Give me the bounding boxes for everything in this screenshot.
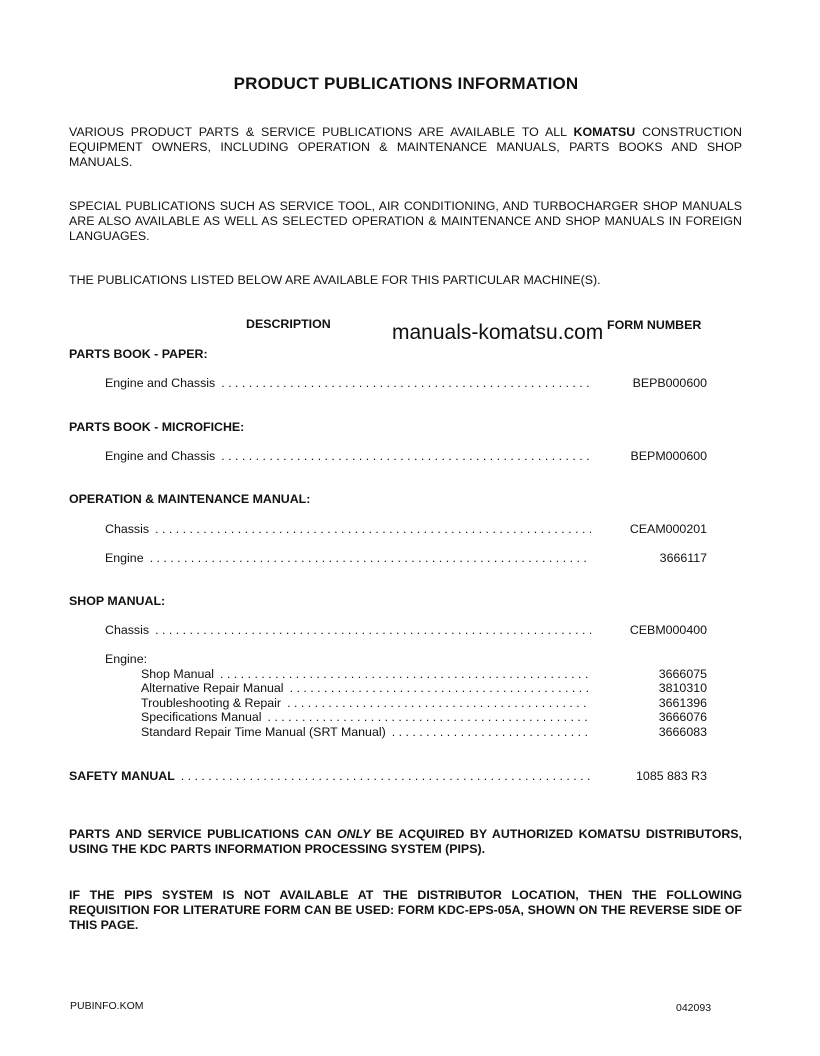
item-label: Troubleshooting & Repair [141, 696, 282, 710]
item-label: Engine and Chassis [105, 449, 216, 463]
form-number: 1085 883 R3 [636, 769, 707, 783]
list-item [141, 725, 707, 739]
form-number-header: FORM NUMBER [607, 318, 702, 332]
item-label: Alternative Repair Manual [141, 681, 284, 695]
leader-dots [155, 522, 591, 536]
leader-dots [392, 725, 591, 739]
intro-text-b: CONSTRUCTION EQUIPMENT OWNERS, INCLUDING OPERATION & MAINTENANCE MANUALS, PARTS BOOKS AND SHOP MANUALS. [69, 125, 742, 169]
item-label: Specifications Manual [141, 710, 262, 724]
intro-paragraph-1 [69, 125, 742, 170]
note-text-b: BE ACQUIRED BY AUTHORIZED KOMATSU DISTRIBUTORS, USING THE KDC PARTS INFORMATION PROCESSING SYSTEM (PIPS). [69, 827, 742, 856]
intro-paragraph-3: THE PUBLICATIONS LISTED BELOW ARE AVAILABLE FOR THIS PARTICULAR MACHINE(S). [69, 273, 601, 287]
list-item [141, 696, 707, 710]
description-header: DESCRIPTION [246, 317, 331, 331]
list-item [141, 710, 707, 724]
engine-subheading: Engine: [105, 652, 148, 666]
form-number: CEBM000400 [629, 623, 707, 637]
form-number: 3666076 [658, 710, 707, 724]
item-label: Engine and Chassis [105, 376, 216, 390]
section-parts-book-paper: PARTS BOOK - PAPER: [69, 347, 208, 361]
leader-dots [181, 769, 591, 783]
item-label: Standard Repair Time Manual (SRT Manual) [141, 725, 386, 739]
section-parts-book-microfiche: PARTS BOOK - MICROFICHE: [69, 420, 245, 434]
list-item [141, 667, 707, 681]
item-label: SAFETY MANUAL [69, 769, 175, 783]
list-item [105, 623, 707, 637]
leader-dots [220, 667, 591, 681]
note-paragraph-2: IF THE PIPS SYSTEM IS NOT AVAILABLE AT THE DISTRIBUTOR LOCATION, THEN THE FOLLOWING REQUISITION FOR LITERATURE FORM CAN BE USED: FORM KDC-EPS-05A, SHOWN ON THE REVERSE SIDE OF THIS PAGE. [69, 888, 742, 932]
form-number: 3666075 [658, 667, 707, 681]
list-item [105, 551, 707, 565]
leader-dots [290, 681, 591, 695]
form-number: 3661396 [658, 696, 707, 710]
footer-date-code: 042093 [676, 1002, 712, 1014]
note-paragraph-1 [69, 827, 742, 857]
form-number: BEPM000600 [630, 449, 707, 463]
item-label: Engine [105, 551, 144, 565]
leader-dots [221, 449, 591, 463]
footer-file-name: PUBINFO.KOM [70, 1000, 144, 1012]
page-title: PRODUCT PUBLICATIONS INFORMATION [233, 74, 579, 93]
leader-dots [155, 623, 591, 637]
leader-dots [268, 710, 591, 724]
section-operation-maintenance: OPERATION & MAINTENANCE MANUAL: [69, 492, 311, 506]
list-item [105, 449, 707, 463]
safety-manual-row [69, 769, 707, 783]
item-label: Chassis [105, 623, 150, 637]
form-number: 3810310 [658, 681, 707, 695]
intro-brand: KOMATSU [573, 125, 636, 139]
form-number: 3666083 [658, 725, 707, 739]
form-number: CEAM000201 [629, 522, 707, 536]
leader-dots [287, 696, 591, 710]
watermark: manuals-komatsu.com [392, 321, 604, 344]
form-number: 3666117 [659, 551, 707, 565]
leader-dots [150, 551, 591, 565]
list-item [141, 681, 707, 695]
intro-paragraph-2: SPECIAL PUBLICATIONS SUCH AS SERVICE TOOL, AIR CONDITIONING, AND TURBOCHARGER SHOP MANUALS ARE ALSO AVAILABLE AS WELL AS SELECTED OPERATION & MAINTENANCE AND SHOP MANUALS IN FOREIGN LANGUAGES. [69, 199, 742, 243]
leader-dots [221, 376, 591, 390]
section-shop-manual: SHOP MANUAL: [69, 594, 166, 608]
note-text-a: PARTS AND SERVICE PUBLICATIONS CAN [69, 827, 338, 841]
list-item [105, 376, 707, 390]
note-emphasis: ONLY [337, 827, 371, 841]
item-label: Chassis [105, 522, 150, 536]
item-label: Shop Manual [141, 667, 215, 681]
list-item [105, 522, 707, 536]
form-number: BEPB000600 [632, 376, 707, 390]
intro-text-a: VARIOUS PRODUCT PARTS & SERVICE PUBLICATIONS ARE AVAILABLE TO ALL [69, 125, 574, 139]
